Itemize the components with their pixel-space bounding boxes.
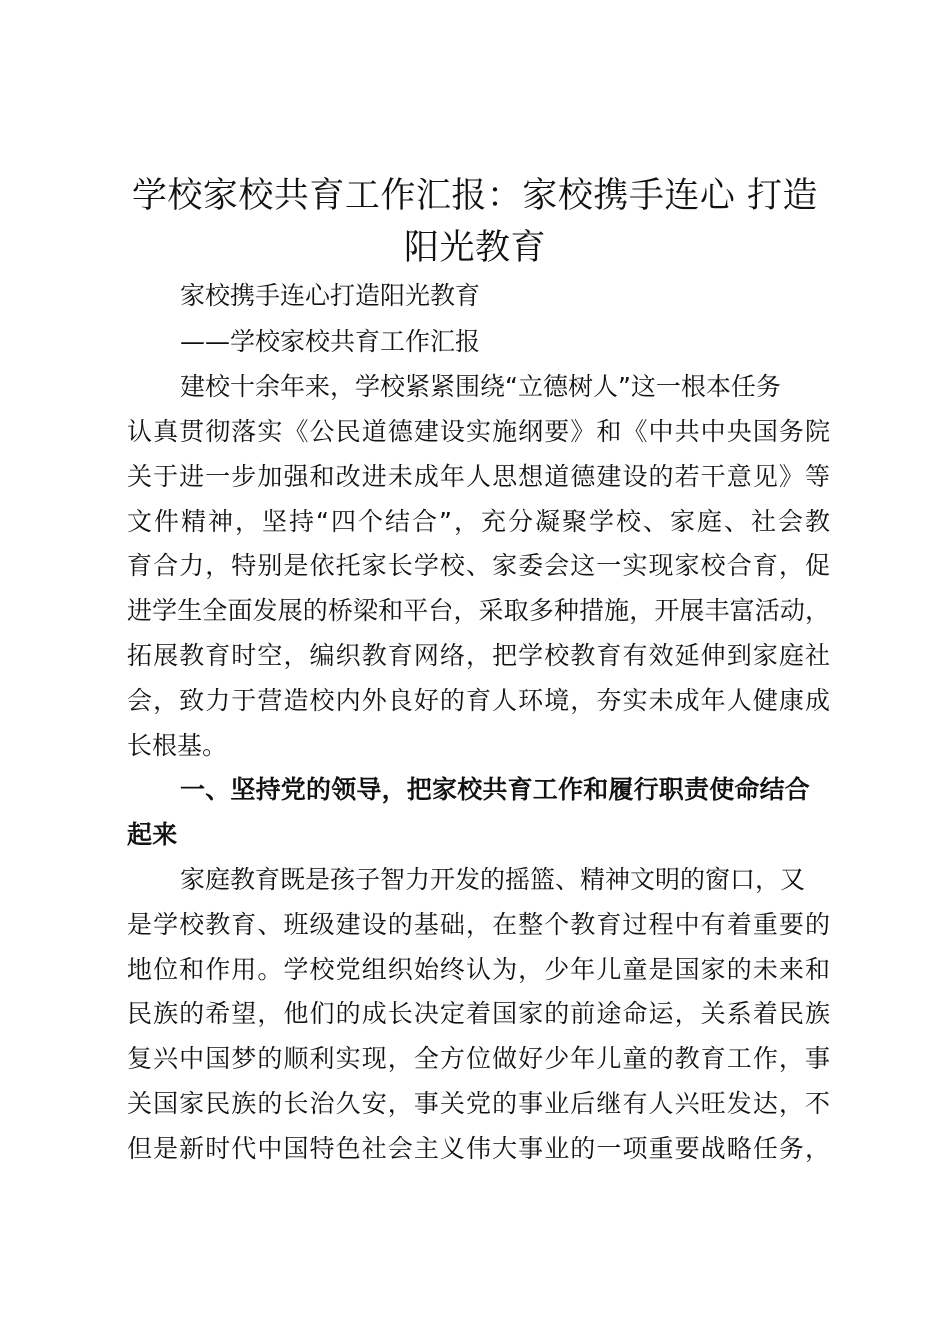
paragraph-2-line-6: 关国家民族的长治久安，事关党的事业后继有人兴旺发达，不 bbox=[127, 1089, 830, 1118]
paragraph-2-line-1: 家庭教育既是孩子智力开发的摇篮、精神文明的窗口，又 bbox=[180, 865, 806, 894]
paragraph-2-line-5: 复兴中国梦的顺利实现，全方位做好少年儿童的教育工作，事 bbox=[127, 1044, 830, 1073]
subtitle-main: 家校携手连心打造阳光教育 bbox=[180, 281, 481, 310]
section-1-heading-line-1: 一、坚持党的领导，把家校共育工作和履行职责使命结合 bbox=[180, 775, 811, 804]
paragraph-1-line-7: 拓展教育时空，编织教育网络，把学校教育有效延伸到家庭社 bbox=[127, 641, 830, 670]
paragraph-1-line-6: 进学生全面发展的桥梁和平台，采取多种措施，开展丰富活动， bbox=[127, 596, 830, 625]
paragraph-2-line-2: 是学校教育、班级建设的基础，在整个教育过程中有着重要的 bbox=[127, 910, 830, 939]
section-1-heading-line-2: 起来 bbox=[127, 820, 178, 849]
paragraph-2-line-4: 民族的希望，他们的成长决定着国家的前途命运，关系着民族 bbox=[127, 999, 830, 1028]
paragraph-2-line-3: 地位和作用。学校党组织始终认为，少年儿童是国家的未来和 bbox=[127, 955, 830, 984]
paragraph-1-line-1: 建校十余年来，学校紧紧围绕“立德树人”这一根本任务 bbox=[180, 372, 781, 401]
title-line-2: 阳光教育 bbox=[403, 228, 546, 268]
paragraph-1-line-4: 文件精神，坚持“四个结合”，充分凝聚学校、家庭、社会教 bbox=[127, 507, 830, 536]
paragraph-1-line-3: 关于进一步加强和改进未成年人思想道德建设的若干意见》等 bbox=[127, 462, 830, 491]
paragraph-1-line-9: 长根基。 bbox=[127, 731, 228, 760]
document-title bbox=[120, 170, 830, 274]
paragraph-2-line-7: 但是新时代中国特色社会主义伟大事业的一项重要战略任务， bbox=[127, 1134, 830, 1163]
paragraph-1-line-8: 会，致力于营造校内外良好的育人环境，夯实未成年人健康成 bbox=[127, 686, 830, 715]
subtitle-sub: ——学校家校共育工作汇报 bbox=[180, 327, 481, 356]
paragraph-1-line-5: 育合力，特别是依托家长学校、家委会这一实现家校合育，促 bbox=[127, 551, 830, 580]
title-line-1: 学校家校共育工作汇报：家校携手连心 打造 bbox=[131, 176, 819, 216]
paragraph-1-line-2: 认真贯彻落实《公民道德建设实施纲要》和《中共中央国务院 bbox=[127, 417, 830, 446]
